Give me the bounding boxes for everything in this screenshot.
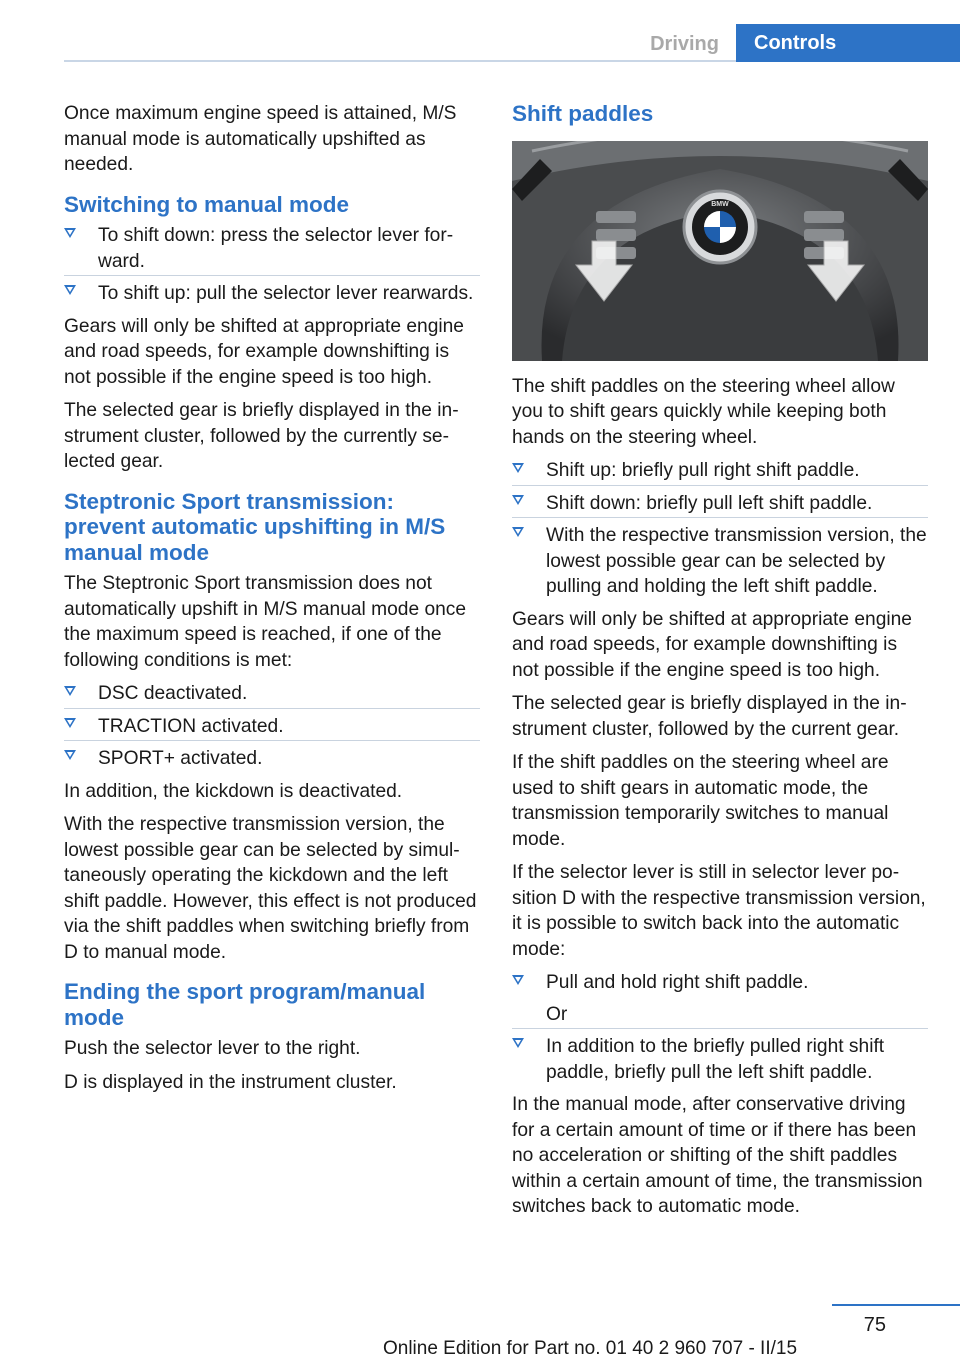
triangle-bullet-icon	[64, 228, 76, 238]
kickdown-paragraph: In addition, the kickdown is deactivated.	[64, 780, 403, 802]
list-item: With the respective transmission version, the lowest possible gear can be selected by pulling and holding the left shift paddle.	[512, 517, 928, 601]
header-chapter-tab: Controls	[736, 24, 960, 62]
list-item: Pull and hold right shift paddle. Or	[512, 970, 928, 1028]
page-number: 75	[863, 1314, 886, 1336]
switching-list	[64, 223, 480, 308]
gears-paragraph: Gears will only be shifted at appropriate engine and road speeds, for example downshifting is not possible if the engine speed is too high.	[64, 315, 464, 388]
intro-paragraph: Once maximum engine speed is attained, M/S manual mode is automatically upshifted as needed.	[64, 103, 457, 175]
selector-lever-paragraph: If the selector lever is still in selector lever position D with the respective transmission version, it is possible to switch back into the automatic mode:	[512, 862, 926, 960]
ending-paragraph-2: D is displayed in the instrument cluster.	[64, 1071, 397, 1093]
list-item: In addition to the briefly pulled right shift paddle, briefly pull the left shift paddle.	[512, 1028, 928, 1086]
triangle-bullet-icon	[512, 463, 524, 473]
left-column	[64, 101, 480, 1103]
list-item: To shift down: press the selector lever forward.	[64, 223, 480, 275]
respective-version-paragraph: With the respective transmission version, the lowest possible gear can be selected by simultaneously operating the kickdown and the left shift paddle. However, this effect is not produced via the shift paddles when switching briefly from D to manual mode.	[64, 814, 477, 963]
triangle-bullet-icon	[512, 527, 524, 537]
edition-footer: Online Edition for Part no. 01 40 2 960 707 - II/15	[382, 1338, 798, 1359]
paddles-paragraph: The shift paddles on the steering wheel allow you to shift gears quickly while keeping both hands on the steering wheel.	[512, 375, 895, 448]
list-item: Shift down: briefly pull left shift paddle.	[512, 485, 928, 518]
steering-wheel-illustration	[512, 141, 928, 361]
switch-back-list	[512, 970, 928, 1086]
right-column	[512, 101, 928, 1228]
list-item: Shift up: briefly pull right shift paddle.	[512, 458, 928, 485]
triangle-bullet-icon	[64, 285, 76, 295]
shift-paddles-heading: Shift paddles	[512, 101, 654, 126]
list-item: TRACTION activated.	[64, 708, 480, 741]
selected-gear-paragraph-right: The selected gear is briefly displayed in the instrument cluster, followed by the current gear.	[512, 693, 907, 740]
list-item: SPORT+ activated.	[64, 740, 480, 773]
triangle-bullet-icon	[64, 750, 76, 760]
steptronic-heading: Steptronic Sport transmission: prevent automatic upshifting in M/S manual mode	[64, 488, 446, 565]
list-item: To shift up: pull the selector lever rearwards.	[64, 275, 480, 308]
steptronic-paragraph: The Steptronic Sport transmission does not automatically upshift in M/S manual mode once the maximum speed is reached, if one of the following conditions is met:	[64, 573, 467, 671]
ending-sport-heading: Ending the sport program/manual mode	[64, 979, 426, 1030]
steering-wheel-figure	[512, 141, 928, 361]
triangle-bullet-icon	[64, 718, 76, 728]
selected-gear-paragraph: The selected gear is briefly displayed in the instrument cluster, followed by the currently selected gear.	[64, 400, 459, 472]
or-text: Or	[546, 1003, 568, 1025]
triangle-bullet-icon	[64, 686, 76, 696]
switching-manual-heading: Switching to manual mode	[64, 191, 350, 217]
conditions-list	[64, 681, 480, 773]
list-item: DSC deactivated.	[64, 681, 480, 708]
manual-mode-paragraph: In the manual mode, after conservative driving for a certain amount of time or if there has been no acceleration or shifting of the shift paddles within a certain amount of time, the transmission switches back to automatic mode.	[512, 1094, 923, 1217]
header-section-label: Driving	[650, 33, 719, 55]
gears-paragraph-right: Gears will only be shifted at appropriate engine and road speeds, for example downshifting is not possible if the engine speed is too high.	[512, 608, 912, 681]
ending-paragraph-1: Push the selector lever to the right.	[64, 1038, 361, 1059]
triangle-bullet-icon	[512, 495, 524, 505]
automatic-mode-paragraph: If the shift paddles on the steering wheel are used to shift gears in automatic mode, the transmission temporarily switches to manual mode.	[512, 752, 889, 850]
bmw-logo-text: BMW	[711, 200, 729, 208]
triangle-bullet-icon	[512, 1038, 524, 1048]
triangle-bullet-icon	[512, 975, 524, 985]
footer-rule	[832, 1304, 960, 1306]
paddles-list	[512, 458, 928, 601]
